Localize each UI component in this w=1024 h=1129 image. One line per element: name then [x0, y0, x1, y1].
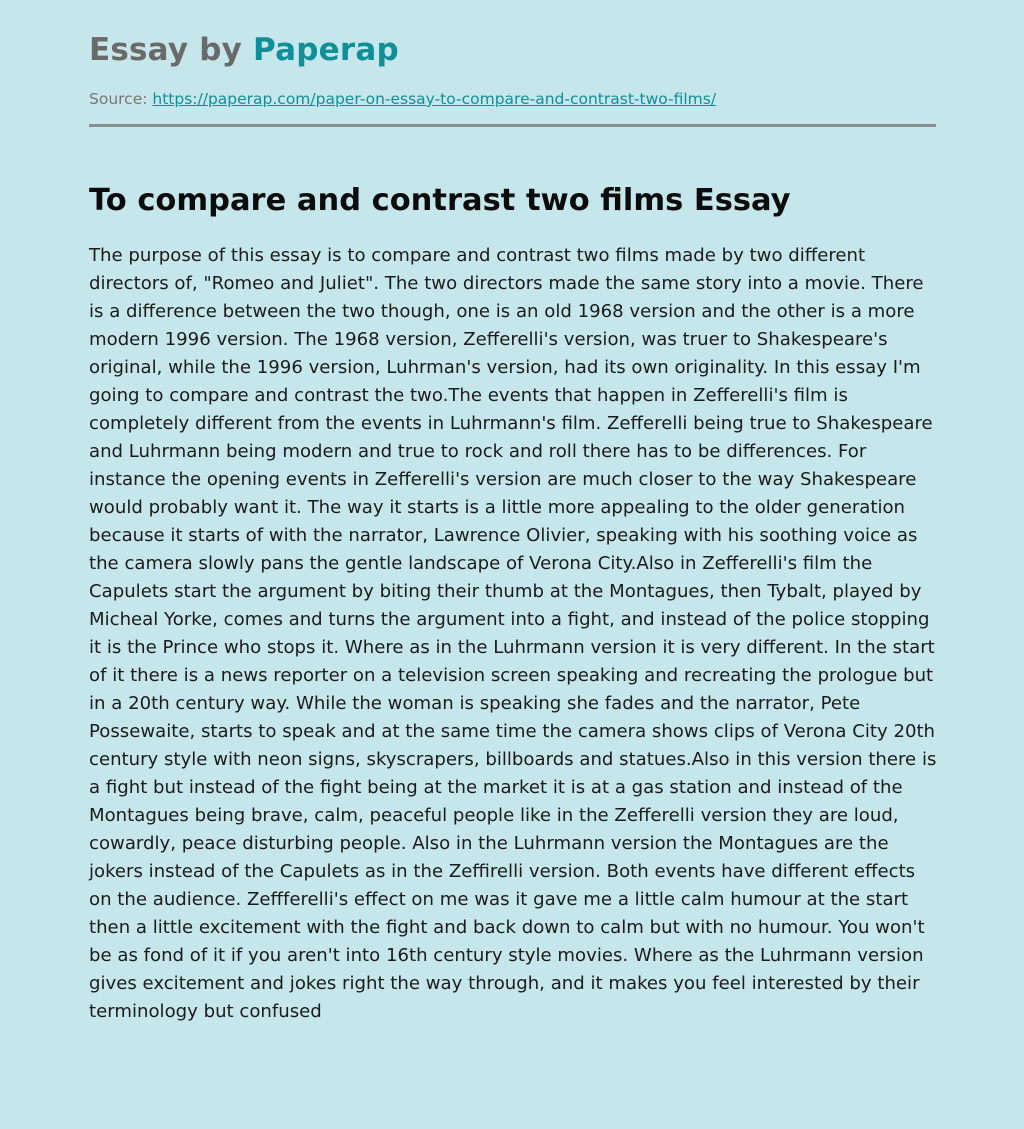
- source-line: [89, 89, 716, 109]
- source-link[interactable]: https://paperap.com/paper-on-essay-to-compare-and-contrast-two-films/: [152, 90, 717, 108]
- header-divider: [89, 124, 936, 127]
- source-label: Source:: [89, 90, 153, 108]
- brand-prefix: Essay by: [89, 32, 254, 68]
- essay-title: To compare and contrast two films Essay: [89, 183, 791, 218]
- site-brand: [89, 30, 399, 70]
- essay-body: The purpose of this essay is to compare and contrast two films made by two different directors of, "Romeo and Juliet". The two directors made the same story into a movie. There is a difference between the two though, one is an old 1968 version and the other is a more modern 1996 version. The 1968 version, Zefferelli's version, was truer to Shakespeare's original, while the 1996 version, Luhrman's version, had its own originality. In this essay I'm going to compare and contrast the two.The events that happen in Zefferelli's film is completely different from the events in Luhrmann's film. Zefferelli being true to Shakespeare and Luhrmann being modern and true to rock and roll there has to be differences. For instance the opening events in Zefferelli's version are much closer to the way Shakespeare would probably want it. The way it starts is a little more appealing to the older generation because it starts of with the narrator, Lawrence Olivier, speaking with his soothing voice as the camera slowly pans the gentle landscape of Verona City.Also in Zefferelli's film the Capulets start the argument by biting their thumb at the Montagues, then Tybalt, played by Micheal Yorke, comes and turns the argument into a fight, and instead of the police stopping it is the Prince who stops it. Where as in the Luhrmann version it is very different. In the start of it there is a news reporter on a television screen speaking and recreating the prologue but in a 20th century way. While the woman is speaking she fades and the narrator, Pete Possewaite, starts to speak and at the same time the camera shows clips of Verona City 20th century style with neon signs, skyscrapers, billboards and statues.Also in this version there is a fight but instead of the fight being at the market it is at a gas station and instead of the Montagues being brave, calm, peaceful people like in the Zefferelli version they are loud, cowardly, peace disturbing people. Also in the Luhrmann version the Montagues are the jokers instead of the Capulets as in the Zeffirelli version. Both events have different effects on the audience. Zeffferelli's effect on me was it gave me a little calm humour at the start then a little excitement with the fight and back down to calm but with no humour. You won't be as fond of it if you aren't into 16th century style movies. Where as the Luhrmann version gives excitement and jokes right the way through, and it makes you feel interested by their terminology but confused: [89, 245, 937, 1022]
- brand-name: Paperap: [253, 32, 399, 68]
